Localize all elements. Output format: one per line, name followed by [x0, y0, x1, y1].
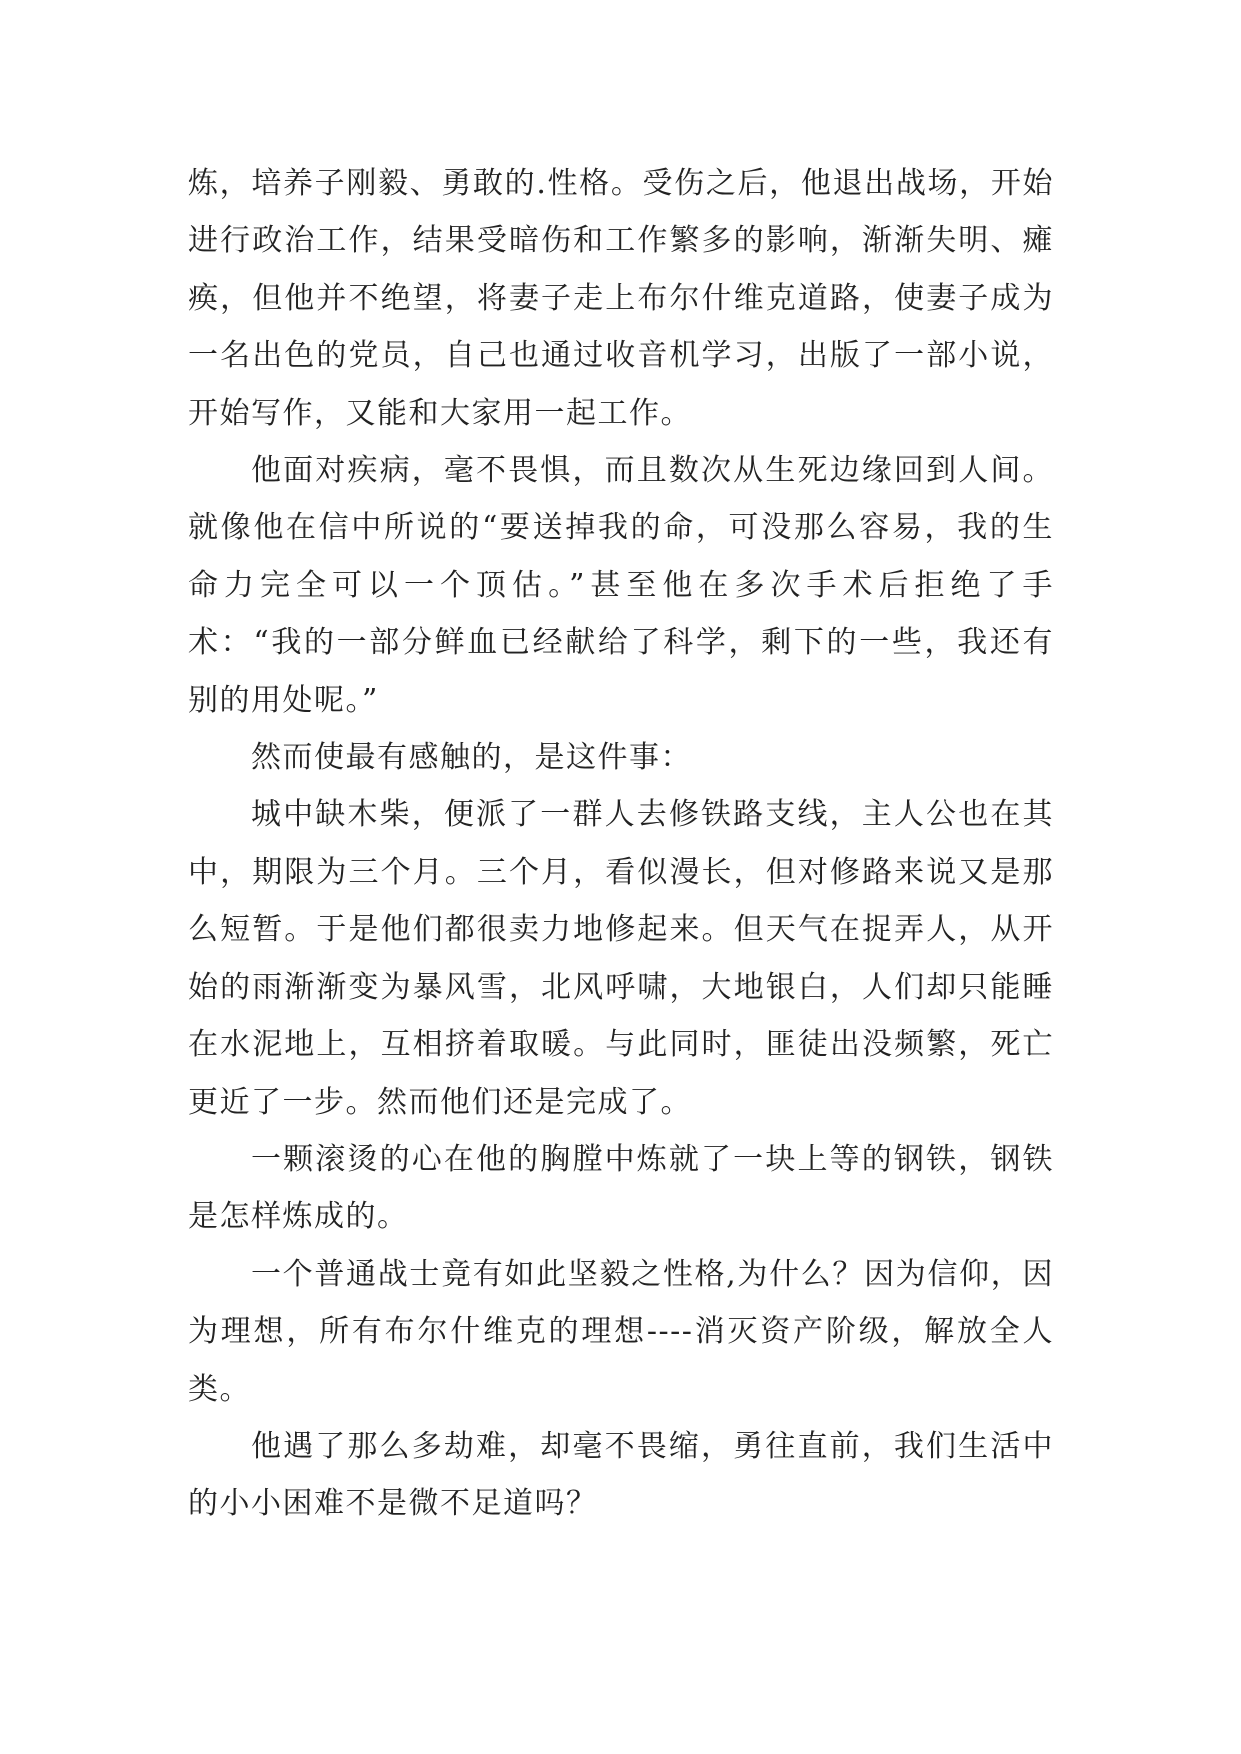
paragraph: 一颗滚烫的心在他的胸膛中炼就了一块上等的钢铁，钢铁是怎样炼成的。 — [188, 1141, 1054, 1235]
paragraph: 他遇了那么多劫难，却毫不畏缩，勇往直前，我们生活中的小小困难不是微不足道吗？ — [188, 1428, 1054, 1522]
paragraph: 城中缺木柴，便派了一群人去修铁路支线，主人公也在其中，期限为三个月。三个月，看似漫长，但对修路来说又是那么短暂。于是他们都很卖力地修起来。但天气在捉弄人，从开始的雨渐渐变为暴风雪，北风呼啸，大地银白，人们却只能睡在水泥地上，互相挤着取暖。与此同时，匪徒出没频繁，死亡更近了一步。然而他们还是完成了。 — [188, 797, 1054, 1120]
paragraph-continuation: 炼，培养子刚毅、勇敢的.性格。受伤之后，他退出战场，开始进行政治工作，结果受暗伤和工作繁多的影响，渐渐失明、瘫痪，但他并不绝望，将妻子走上布尔什维克道路，使妻子成为一名出色的党员，自己也通过收音机学习，出版了一部小说，开始写作，又能和大家用一起工作。 — [188, 166, 1054, 431]
paragraph: 他面对疾病，毫不畏惧，而且数次从生死边缘回到人间。就像他在信中所说的“要送掉我的命，可没那么容易，我的生命力完全可以一个顶估。”甚至他在多次手术后拒绝了手术：“我的一部分鲜血已经献给了科学，剩下的一些，我还有别的用处呢。” — [188, 453, 1054, 718]
paragraph: 然而使最有感触的，是这件事： — [251, 740, 692, 776]
paragraph: 一个普通战士竟有如此坚毅之性格,为什么？因为信仰，因为理想，所有布尔什维克的理想----消灭资产阶级，解放全人类。 — [188, 1256, 1054, 1407]
document-body — [188, 155, 1054, 1533]
